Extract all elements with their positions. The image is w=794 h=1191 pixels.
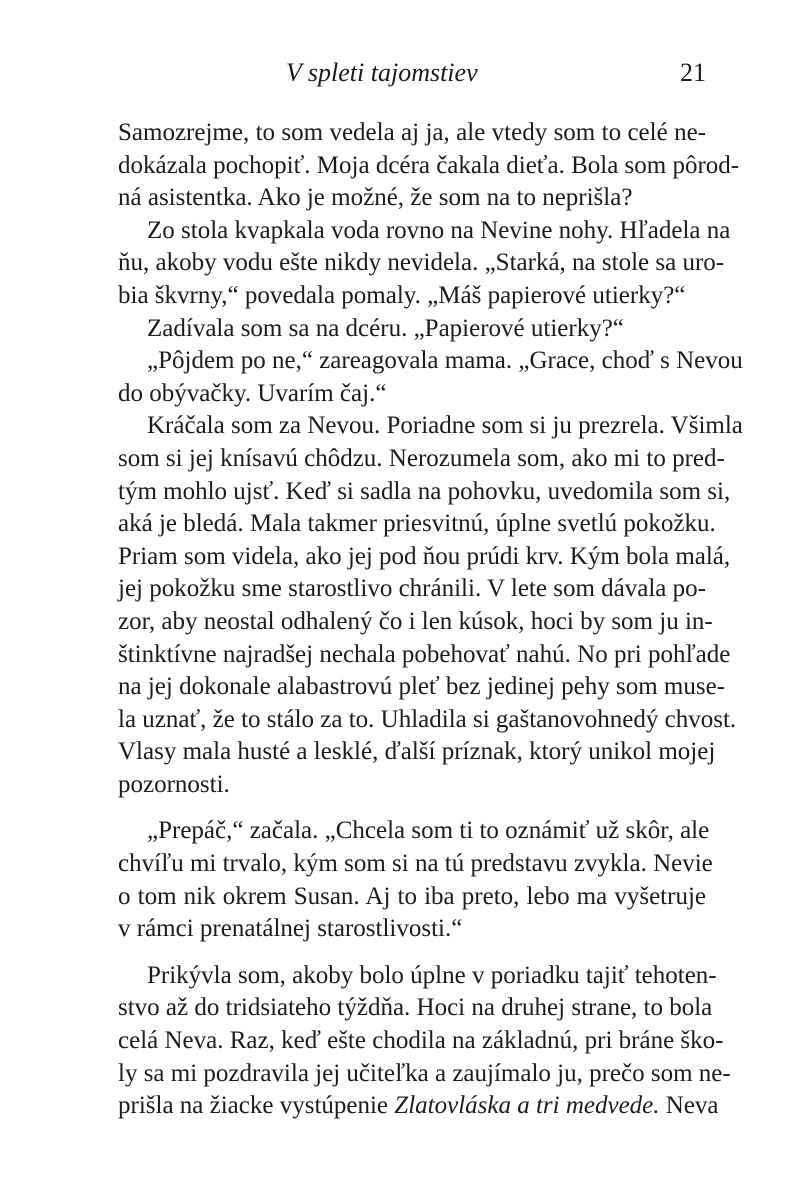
text-line: stvo až do tridsiateho týždňa. Hoci na druhej strane, to bola xyxy=(118,994,713,1022)
body-text xyxy=(118,117,743,1123)
text-line: Kráčala som za Nevou. Poriadne som si ju prezrela. Všimla xyxy=(147,412,743,440)
text-segment: Neva xyxy=(659,1092,719,1120)
text-line: zor, aby neostal odhalený čo i len kúsok, hoci by som ju in- xyxy=(118,607,713,635)
text-line: Zadívala som sa na dcéru. „Papierové utierky?“ xyxy=(147,314,624,342)
text-line: ly sa mi pozdravila jej učiteľka a zaujímalo ju, prečo som ne- xyxy=(118,1059,731,1087)
text-line: dokázala pochopiť. Moja dcéra čakala dieťa. Bola som pôrod- xyxy=(118,151,740,179)
text-line: la uznať, že to stálo za to. Uhladila si gaštanovohnedý chvost. xyxy=(118,705,737,733)
text-line xyxy=(118,1090,719,1123)
text-line: o tom nik okrem Susan. Aj to iba preto, lebo ma vyšetruje xyxy=(118,882,706,910)
page-number: 21 xyxy=(680,58,706,87)
text-line: štinktívne najradšej nechala pobehovať nahú. No pri pohľade xyxy=(118,640,731,668)
text-line: ná asistentka. Ako je možné, že som na to neprišla? xyxy=(118,184,633,212)
text-line: Samozrejme, to som vedela aj ja, ale vtedy som to celé ne- xyxy=(118,119,706,146)
text-line: Priam som videla, ako jej pod ňou prúdi krv. Kým bola malá, xyxy=(118,542,731,570)
running-title: V spleti tajomstiev xyxy=(286,58,478,87)
text-line: bia škvrny,“ povedala pomaly. „Máš papierové utierky?“ xyxy=(118,281,686,309)
text-line: jej pokožku sme starostlivo chránili. V lete som dávala po- xyxy=(118,575,706,603)
text-line: Vlasy mala husté a lesklé, ďalší príznak, ktorý unikol mojej xyxy=(118,738,716,766)
text-line: Zo stola kvapkala voda rovno na Nevine nohy. Hľadela na xyxy=(147,216,731,244)
text-line: ňu, akoby vodu ešte nikdy nevidela. „Starká, na stole sa uro- xyxy=(118,249,725,277)
text-line: do obývačky. Uvarím čaj.“ xyxy=(118,379,387,407)
text-line: tým mohlo ujsť. Keď si sadla na pohovku, uvedomila som si, xyxy=(118,477,731,505)
text-line: na jej dokonale alabastrovú pleť bez jedinej pehy som muse- xyxy=(118,673,726,701)
running-head xyxy=(0,56,794,90)
text-segment: prišla na žiacke vystúpenie xyxy=(118,1092,395,1120)
text-line: „Pôjdem po ne,“ zareagovala mama. „Grace, choď s Nevou xyxy=(147,347,743,375)
text-line: pozornosti. xyxy=(118,770,230,798)
text-line: „Prepáč,“ začala. „Chcela som ti to oznámiť už skôr, ale xyxy=(147,817,710,845)
text-line: celá Neva. Raz, keď ešte chodila na základnú, pri bráne ško- xyxy=(118,1027,724,1055)
text-line: som si jej knísavú chôdzu. Nerozumela som, ako mi to pred- xyxy=(118,444,725,472)
text-line: chvíľu mi trvalo, kým som si na tú predstavu zvykla. Nevie xyxy=(118,850,713,878)
text-line: aká je bledá. Mala takmer priesvitnú, úplne svetlú pokožku. xyxy=(118,510,716,538)
text-line: v rámci prenatálnej starostlivosti.“ xyxy=(118,915,463,943)
text-line: Prikývla som, akoby bolo úplne v poriadku tajiť tehoten- xyxy=(147,961,717,989)
book-title-italic: Zlatovláska a tri medvede. xyxy=(394,1092,660,1120)
